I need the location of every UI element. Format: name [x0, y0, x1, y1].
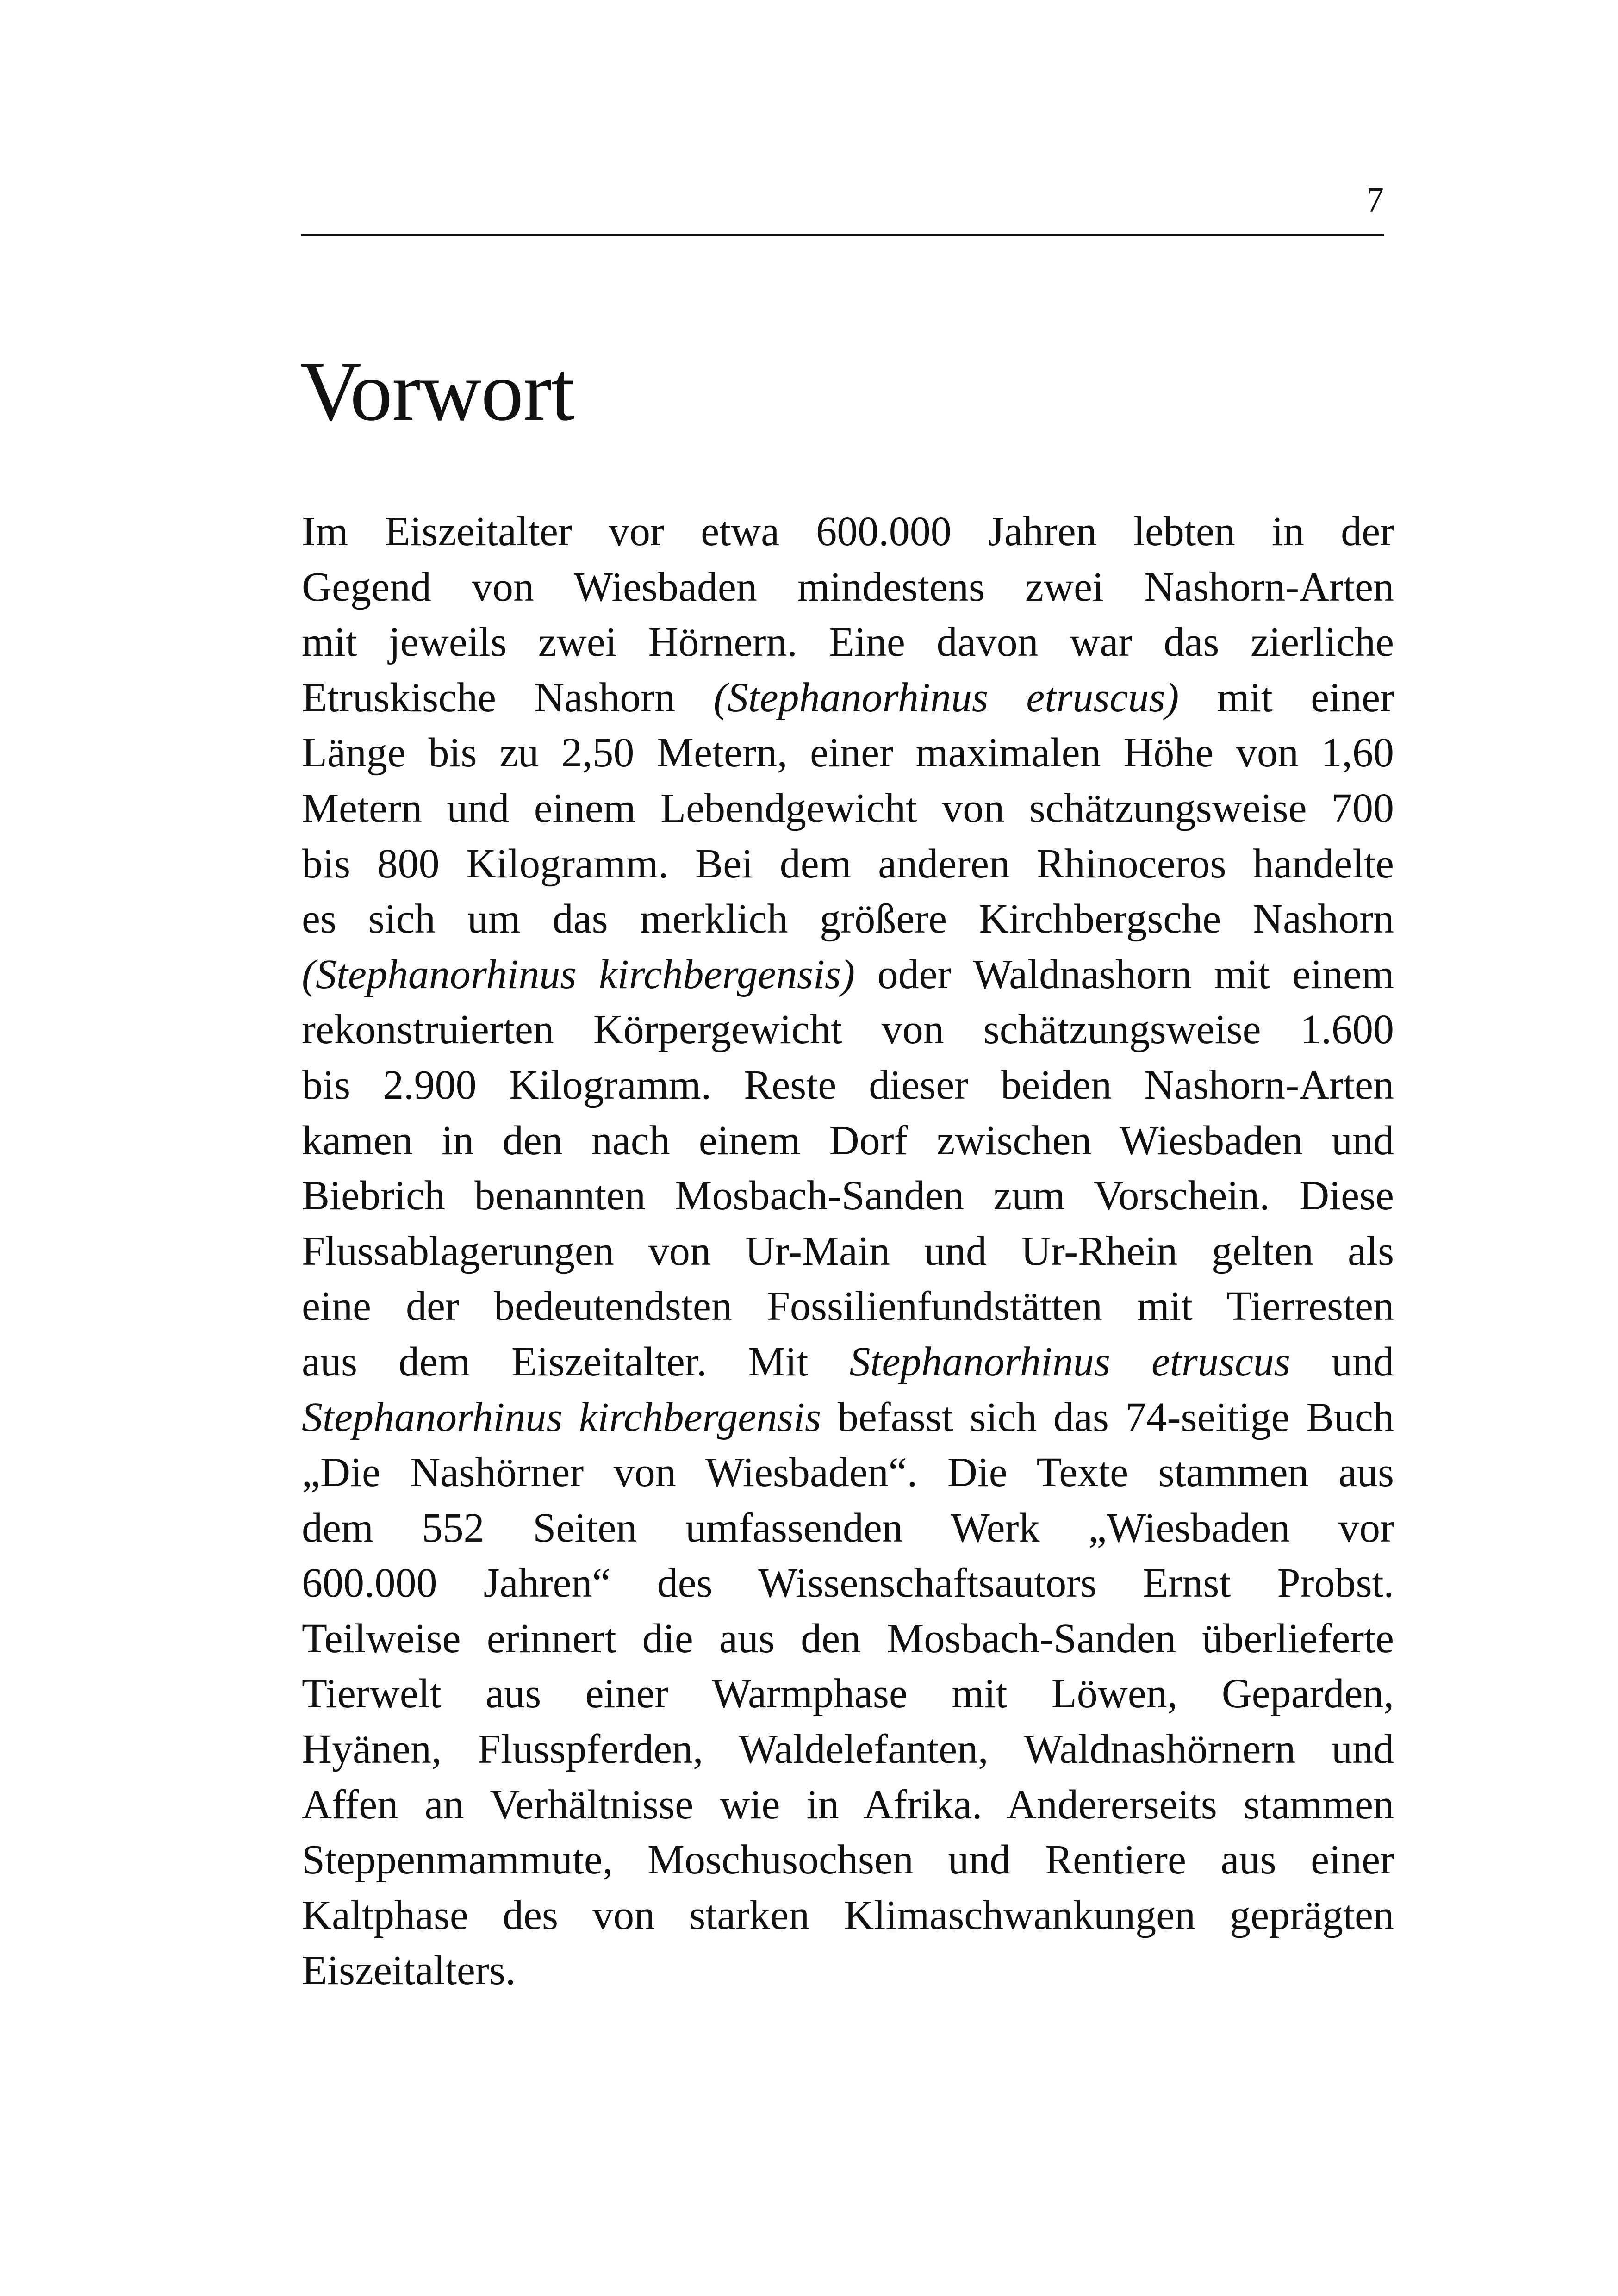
text-line [302, 1500, 1394, 1556]
text-segment: Flussablagerungen von Ur-Main und Ur-Rhein gelten als [302, 1228, 1394, 1274]
text-segment: Biebrich benannten Mosbach-Sanden zum Vorschein. Diese [302, 1173, 1394, 1219]
text-segment: rekonstruierten Körpergewicht von schätzungsweise 1.600 [302, 1007, 1394, 1053]
text-segment: kamen in den nach einem Dorf zwischen Wiesbaden und [302, 1117, 1394, 1164]
text-segment: mit einer [1179, 674, 1394, 721]
text-segment: bis 2.900 Kilogramm. Reste dieser beiden Nashorn-Arten [302, 1062, 1394, 1108]
text-line [302, 1666, 1394, 1722]
text-segment: Affen an Verhältnisse wie in Afrika. Andererseits stammen [302, 1781, 1394, 1828]
text-line [302, 947, 1394, 1002]
species-name-italic: (Stephanorhinus kirchbergensis) [302, 951, 855, 997]
text-segment: 600.000 Jahren“ des Wissenschaftsautors Ernst Probst. [302, 1560, 1394, 1606]
text-segment: befasst sich das 74-seitige Buch [821, 1394, 1394, 1440]
text-line [302, 615, 1394, 670]
text-line [302, 836, 1394, 892]
text-line [302, 1113, 1394, 1169]
text-segment: Metern und einem Lebendgewicht von schätzungsweise 700 [302, 785, 1394, 831]
text-line [302, 1445, 1394, 1500]
text-line [302, 1279, 1394, 1334]
text-line [302, 1390, 1394, 1445]
header-rule [301, 234, 1384, 236]
text-line [302, 504, 1394, 560]
species-name-italic: (Stephanorhinus etruscus) [713, 674, 1179, 721]
text-segment: Gegend von Wiesbaden mindestens zwei Nashorn-Arten [302, 564, 1394, 610]
text-line [302, 1722, 1394, 1777]
text-segment: dem 552 Seiten umfassenden Werk „Wiesbaden vor [302, 1505, 1394, 1551]
text-line [302, 1888, 1394, 1943]
body-paragraph [302, 504, 1394, 1998]
text-segment: Im Eiszeitalter vor etwa 600.000 Jahren lebten in der [302, 509, 1394, 554]
text-line [302, 1224, 1394, 1279]
text-line [302, 1943, 1394, 1998]
text-segment: Steppenmammute, Moschusochsen und Rentiere aus einer [302, 1837, 1394, 1883]
text-segment: mit jeweils zwei Hörnern. Eine davon war das zierliche [302, 619, 1394, 666]
page-number: 7 [1366, 180, 1384, 219]
species-name-italic: Stephanorhinus etruscus [849, 1338, 1290, 1385]
text-segment: Hyänen, Flusspferden, Waldelefanten, Waldnashörnern und [302, 1726, 1394, 1773]
text-line [302, 891, 1394, 947]
text-line [302, 1334, 1394, 1390]
text-line [302, 725, 1394, 781]
text-line [302, 781, 1394, 836]
text-segment: Tierwelt aus einer Warmphase mit Löwen, Geparden, [302, 1671, 1394, 1717]
text-segment: Länge bis zu 2,50 Metern, einer maximalen Höhe von 1,60 [302, 730, 1394, 776]
text-line [302, 1002, 1394, 1058]
text-segment: Kaltphase des von starken Klimaschwankungen geprägten [302, 1892, 1394, 1938]
text-segment: Eiszeitalters. [302, 1948, 516, 1994]
text-line [302, 1556, 1394, 1611]
text-segment: Etruskische Nashorn [302, 674, 714, 721]
chapter-title: Vorwort [300, 344, 574, 438]
text-line [302, 1777, 1394, 1833]
text-line [302, 1832, 1394, 1888]
text-segment: oder Waldnashorn mit einem [855, 951, 1394, 997]
text-segment: und [1290, 1338, 1394, 1385]
text-segment: „Die Nashörner von Wiesbaden“. Die Texte stammen aus [302, 1450, 1394, 1496]
text-segment: bis 800 Kilogramm. Bei dem anderen Rhinoceros handelte [302, 840, 1394, 887]
text-line [302, 1058, 1394, 1113]
text-segment: Teilweise erinnert die aus den Mosbach-Sanden überlieferte [302, 1615, 1394, 1661]
species-name-italic: Stephanorhinus kirchbergensis [302, 1394, 821, 1440]
text-segment: eine der bedeutendsten Fossilienfundstätten mit Tierresten [302, 1283, 1394, 1330]
text-line [302, 560, 1394, 615]
text-segment: aus dem Eiszeitalter. Mit [302, 1338, 850, 1385]
text-line [302, 1168, 1394, 1224]
text-segment: es sich um das merklich größere Kirchbergsche Nashorn [302, 896, 1394, 942]
text-line [302, 670, 1394, 726]
text-line [302, 1611, 1394, 1667]
